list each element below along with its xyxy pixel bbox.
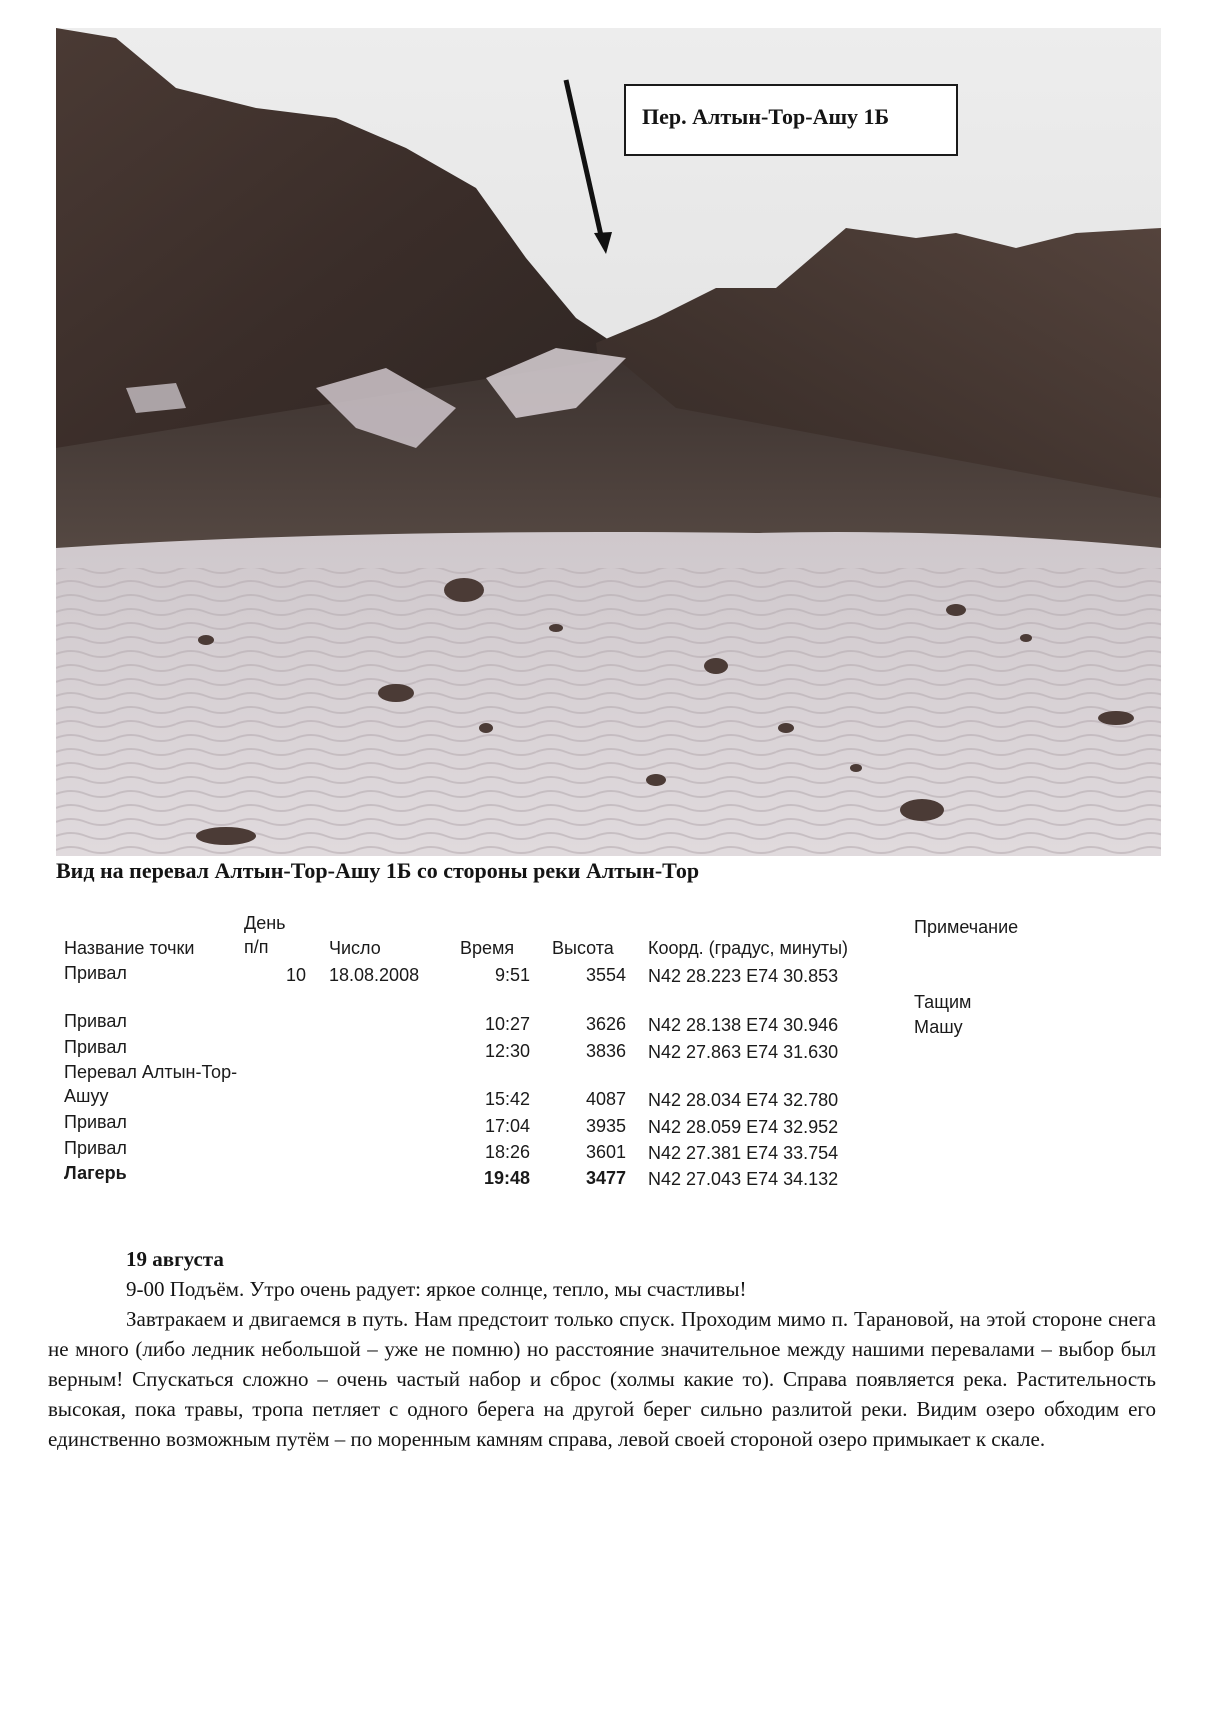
photo-caption: Вид на перевал Алтын-Тор-Ашу 1Б со стороны реки Алтын-Тор	[56, 858, 700, 883]
row6-coord: N42 27.381 E74 33.754	[648, 1143, 839, 1163]
row5-time: 17:04	[484, 1116, 530, 1136]
row7-coord: N42 27.043 E74 34.132	[648, 1169, 839, 1189]
row2-time: 10:27	[484, 1014, 530, 1034]
row2-note-line2: Машу	[914, 1017, 963, 1037]
row6-name: Привал	[64, 1138, 127, 1158]
header-note: Примечание	[914, 917, 1019, 937]
row3-time: 12:30	[484, 1041, 530, 1061]
row4-name-line2: Ашуу	[64, 1086, 109, 1106]
row1-time: 9:51	[494, 965, 530, 985]
row1-coord: N42 28.223 E74 30.853	[648, 966, 839, 986]
header-time: Время	[460, 938, 515, 958]
mountain-photo-graphic	[56, 28, 1161, 856]
row3-height: 3836	[585, 1041, 626, 1061]
diary-entry	[48, 1244, 1156, 1454]
row1-height: 3554	[585, 965, 626, 985]
row6-time: 18:26	[484, 1142, 530, 1162]
row3-name: Привал	[64, 1037, 127, 1057]
row5-height: 3935	[585, 1116, 626, 1136]
header-name: Название точки	[64, 938, 195, 958]
row5-coord: N42 28.059 E74 32.952	[648, 1117, 839, 1137]
header-height: Высота	[552, 938, 614, 958]
diary-paragraph-1: 9-00 Подъём. Утро очень радует: яркое солнце, тепло, мы счастливы!	[126, 1277, 747, 1301]
row4-name-line1: Перевал Алтын-Тор-	[64, 1062, 238, 1082]
pass-callout-label: Пер. Алтын-Тор-Ашу 1Б	[624, 84, 958, 156]
row2-name: Привал	[64, 1011, 127, 1031]
row1-name: Привал	[64, 963, 127, 983]
diary-date-heading: 19 августа	[126, 1247, 224, 1271]
row4-time: 15:42	[484, 1089, 530, 1109]
header-coord: Коорд. (градус, минуты)	[648, 938, 849, 958]
row1-day: 10	[285, 965, 306, 985]
header-day-line2: п/п	[244, 937, 269, 957]
row2-note-line1: Тащим	[914, 992, 972, 1012]
row3-coord: N42 27.863 E74 31.630	[648, 1042, 839, 1062]
row2-coord: N42 28.138 E74 30.946	[648, 1015, 839, 1035]
row4-height: 4087	[585, 1089, 626, 1109]
row5-name: Привал	[64, 1112, 127, 1132]
row4-coord: N42 28.034 E74 32.780	[648, 1090, 839, 1110]
row1-date: 18.08.2008	[329, 965, 420, 985]
row7-time: 19:48	[483, 1168, 530, 1188]
mountain-pass-photo	[56, 28, 1161, 856]
row7-name: Лагерь	[64, 1163, 127, 1183]
header-day-line1: День	[244, 913, 286, 933]
diary-paragraph-2: Завтракаем и двигаемся в путь. Нам предстоит только спуск. Проходим мимо п. Тарановой, на этой стороне снега не много (либо ледник небольшой – уже не помню) но расстояние значительное между нашими перевалами – выбор был верным! Спускаться сложно – очень частый набор и сброс (холмы какие то). Справа появляется река. Растительность высокая, пока травы, тропа петляет с одного берега на другой берег сильно разлитой реки. Видим озеро обходим его единственно возможным путём – по моренным камням справа, левой своей стороной озеро примыкает к скале.	[48, 1307, 1156, 1451]
row2-height: 3626	[585, 1014, 626, 1034]
row6-height: 3601	[585, 1142, 626, 1162]
header-date: Число	[329, 938, 381, 958]
row7-height: 3477	[585, 1168, 626, 1188]
